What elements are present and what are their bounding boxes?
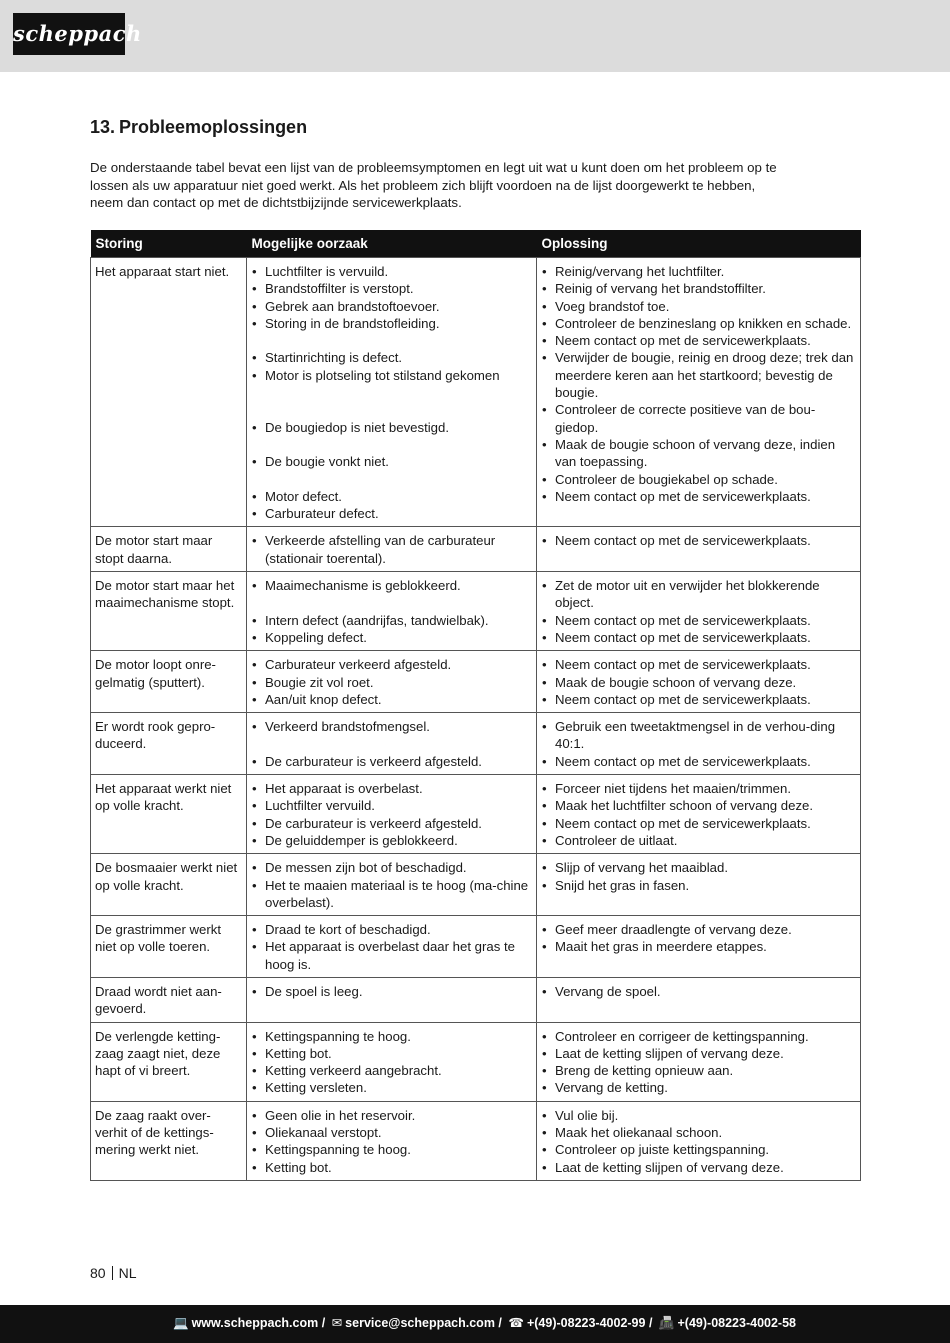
page-number (90, 1265, 136, 1281)
list-item: • Gebruik een tweetaktmengsel in de verhou-ding 40:1. (541, 718, 856, 753)
cell-oorzaak (247, 1022, 537, 1101)
bullet-list (541, 1028, 856, 1097)
list-item: • Intern defect (aandrijfas, tandwielbak). (251, 612, 532, 629)
bullet-list (541, 1107, 856, 1176)
list-item: • Oliekanaal verstopt. (251, 1124, 532, 1141)
table-row (91, 916, 861, 978)
scheppach-logo: scheppach (13, 13, 125, 55)
cell-oplossing (537, 1101, 861, 1180)
bullet-list (541, 983, 856, 1000)
list-item: • Snijd het gras in fasen. (541, 877, 856, 894)
list-item: • Ketting versleten. (251, 1079, 532, 1096)
list-item: • Bougie zit vol roet. (251, 674, 532, 691)
list-item: • Controleer de correcte positieve van de bou-giedop. (541, 401, 856, 436)
list-item: • Verkeerd brandstofmengsel. (251, 718, 532, 735)
list-item: • Controleer de uitlaat. (541, 832, 856, 849)
cell-oplossing (537, 916, 861, 978)
cell-storing: Draad wordt niet aan-gevoerd. (91, 977, 247, 1022)
list-item: • Ketting bot. (251, 1045, 532, 1062)
list-item: • Neem contact op met de servicewerkplaats. (541, 656, 856, 673)
list-item: • Luchtfilter vervuild. (251, 797, 532, 814)
list-item: • Verwijder de bougie, reinig en droog deze; trek dan meerdere keren aan het startkoord; bevestig de bougie. (541, 349, 856, 401)
list-item: • Ketting bot. (251, 1159, 532, 1176)
footer-contact-line (170, 1315, 796, 1331)
list-item: • De carburateur is verkeerd afgesteld. (251, 753, 532, 770)
page-number-divider (112, 1266, 113, 1280)
table-row (91, 854, 861, 916)
bullet-list (541, 263, 856, 505)
list-item: • Het te maaien materiaal is te hoog (ma-chine overbelast). (251, 877, 532, 912)
cell-storing: De grastrimmer werkt niet op volle toeren. (91, 916, 247, 978)
header-band (0, 0, 950, 72)
table-row (91, 775, 861, 854)
list-spacer (251, 471, 532, 488)
footer-fax: +(49)-08223-4002-58 (677, 1316, 796, 1330)
cell-storing: De motor loopt onre-gelmatig (sputtert). (91, 651, 247, 713)
list-spacer (251, 401, 532, 418)
list-item: • De bougiedop is niet bevestigd. (251, 419, 532, 436)
list-item: • Neem contact op met de servicewerkplaats. (541, 612, 856, 629)
list-item: • Ketting verkeerd aangebracht. (251, 1062, 532, 1079)
cell-oplossing (537, 258, 861, 527)
table-header-row (91, 230, 861, 258)
fax-icon: 📠 (658, 1316, 675, 1330)
list-item: • Carburateur defect. (251, 505, 532, 522)
cell-oplossing (537, 1022, 861, 1101)
cell-oorzaak (247, 1101, 537, 1180)
table-row (91, 713, 861, 775)
list-item: • Luchtfilter is vervuild. (251, 263, 532, 280)
list-item: • Neem contact op met de servicewerkplaats. (541, 488, 856, 505)
list-item: • Motor defect. (251, 488, 532, 505)
bullet-list (541, 656, 856, 708)
cell-storing: Er wordt rook gepro-duceerd. (91, 713, 247, 775)
list-item: • Kettingspanning te hoog. (251, 1028, 532, 1045)
bullet-list (251, 1028, 532, 1097)
bullet-list (251, 921, 532, 973)
list-item: • Maak de bougie schoon of vervang deze. (541, 674, 856, 691)
header-storing: Storing (91, 230, 247, 258)
bullet-list (541, 718, 856, 770)
bullet-list (251, 577, 532, 646)
bullet-list (251, 656, 532, 708)
list-spacer (251, 436, 532, 453)
header-oorzaak: Mogelijke oorzaak (247, 230, 537, 258)
list-item: • De carburateur is verkeerd afgesteld. (251, 815, 532, 832)
list-item: • Maait het gras in meerdere etappes. (541, 938, 856, 955)
list-item: • Geef meer draadlengte of vervang deze. (541, 921, 856, 938)
phone-icon: ☎ (508, 1316, 524, 1330)
list-item: • Motor is plotseling tot stilstand gekomen (251, 367, 532, 384)
list-spacer (251, 332, 532, 349)
list-item: • Maak het oliekanaal schoon. (541, 1124, 856, 1141)
bullet-list (251, 1107, 532, 1176)
bullet-list (251, 532, 532, 567)
section-number: 13. (90, 117, 116, 137)
list-item: • Brandstoffilter is verstopt. (251, 280, 532, 297)
list-item: • Neem contact op met de servicewerkplaats. (541, 332, 856, 349)
cell-oplossing (537, 713, 861, 775)
cell-oplossing (537, 775, 861, 854)
list-item: • Laat de ketting slijpen of vervang deze. (541, 1045, 856, 1062)
list-item: • Laat de ketting slijpen of vervang deze. (541, 1159, 856, 1176)
cell-oplossing (537, 527, 861, 572)
footer-separator: / (498, 1316, 502, 1330)
footer-band (0, 1305, 950, 1343)
cell-oorzaak (247, 527, 537, 572)
list-item: • Neem contact op met de servicewerkplaats. (541, 691, 856, 708)
page-title (90, 117, 307, 138)
bullet-list (541, 532, 856, 549)
bullet-list (541, 921, 856, 956)
section-title: Probleemoplossingen (119, 117, 308, 137)
cell-oplossing (537, 572, 861, 651)
bullet-list (251, 983, 532, 1000)
list-item: • Voeg brandstof toe. (541, 298, 856, 315)
cell-oorzaak (247, 258, 537, 527)
bullet-list (251, 859, 532, 911)
cell-storing: Het apparaat start niet. (91, 258, 247, 527)
page-number-value: 80 (90, 1265, 106, 1281)
footer-email[interactable]: service@scheppach.com (345, 1316, 495, 1330)
list-item: • Aan/uit knop defect. (251, 691, 532, 708)
list-item: • Gebrek aan brandstoftoevoer. (251, 298, 532, 315)
list-item: • Maaimechanisme is geblokkeerd. (251, 577, 532, 594)
list-item: • Vervang de spoel. (541, 983, 856, 1000)
bullet-list (251, 780, 532, 849)
list-item: • Het apparaat is overbelast daar het gras te hoog is. (251, 938, 532, 973)
list-item: • Reinig/vervang het luchtfilter. (541, 263, 856, 280)
laptop-icon: 💻 (173, 1316, 189, 1330)
list-item: • Draad te kort of beschadigd. (251, 921, 532, 938)
cell-oorzaak (247, 713, 537, 775)
list-item: • Zet de motor uit en verwijder het blokkerende object. (541, 577, 856, 612)
list-item: • Slijp of vervang het maaiblad. (541, 859, 856, 876)
footer-phone: +(49)-08223-4002-99 (526, 1316, 646, 1330)
cell-storing: De bosmaaier werkt niet op volle kracht. (91, 854, 247, 916)
bullet-list (541, 859, 856, 894)
cell-oorzaak (247, 775, 537, 854)
intro-paragraph: De onderstaande tabel bevat een lijst van de probleemsymptomen en legt uit wat u kunt doen om het probleem op te lossen als uw apparatuur niet goed werkt. Als het probleem zich blijft voordoen na de lijst doorgewerkt te hebben, neem dan contact op met de dichtstbijzijnde servicewerkplaats. (90, 160, 777, 210)
cell-oorzaak (247, 572, 537, 651)
list-item: • Maak de bougie schoon of vervang deze, indien van toepassing. (541, 436, 856, 471)
table-row (91, 1022, 861, 1101)
list-item: • Vul olie bij. (541, 1107, 856, 1124)
list-item: • De bougie vonkt niet. (251, 453, 532, 470)
cell-oorzaak (247, 854, 537, 916)
list-spacer (251, 384, 532, 401)
cell-oplossing (537, 977, 861, 1022)
table-row (91, 527, 861, 572)
bullet-list (251, 718, 532, 770)
list-item: • Forceer niet tijdens het maaien/trimmen. (541, 780, 856, 797)
list-spacer (251, 594, 532, 611)
cell-storing: Het apparaat werkt niet op volle kracht. (91, 775, 247, 854)
table-row (91, 1101, 861, 1180)
cell-oorzaak (247, 916, 537, 978)
bullet-list (541, 780, 856, 849)
list-item: • Neem contact op met de servicewerkplaats. (541, 815, 856, 832)
cell-oplossing (537, 854, 861, 916)
table-body (91, 258, 861, 1181)
list-item: • De spoel is leeg. (251, 983, 532, 1000)
list-item: • Breng de ketting opnieuw aan. (541, 1062, 856, 1079)
bullet-list (541, 577, 856, 646)
troubleshooting-table (90, 230, 861, 1181)
list-item: • Koppeling defect. (251, 629, 532, 646)
list-item: • Controleer en corrigeer de kettingspanning. (541, 1028, 856, 1045)
footer-website[interactable]: www.scheppach.com (191, 1316, 319, 1330)
footer-separator: / (648, 1316, 653, 1330)
cell-oplossing (537, 651, 861, 713)
table-row (91, 651, 861, 713)
list-item: • Neem contact op met de servicewerkplaats. (541, 532, 856, 549)
footer-separator: / (321, 1316, 326, 1330)
cell-oorzaak (247, 977, 537, 1022)
list-item: • Controleer de bougiekabel op schade. (541, 471, 856, 488)
table-row (91, 977, 861, 1022)
cell-storing: De verlengde ketting-zaag zaagt niet, deze hapt of vi breert. (91, 1022, 247, 1101)
list-item: • Controleer op juiste kettingspanning. (541, 1141, 856, 1158)
list-spacer (251, 735, 532, 752)
list-item: • Kettingspanning te hoog. (251, 1141, 532, 1158)
language-code: NL (118, 1265, 137, 1281)
list-item: • Het apparaat is overbelast. (251, 780, 532, 797)
cell-storing: De motor start maar het maaimechanisme stopt. (91, 572, 247, 651)
cell-oorzaak (247, 651, 537, 713)
list-item: • Geen olie in het reservoir. (251, 1107, 532, 1124)
list-item: • Neem contact op met de servicewerkplaats. (541, 629, 856, 646)
table-row (91, 258, 861, 527)
table-row (91, 572, 861, 651)
list-item: • Carburateur verkeerd afgesteld. (251, 656, 532, 673)
list-item: • De messen zijn bot of beschadigd. (251, 859, 532, 876)
list-item: • Reinig of vervang het brandstoffilter. (541, 280, 856, 297)
list-item: • Storing in de brandstofleiding. (251, 315, 532, 332)
list-item: • Verkeerde afstelling van de carburateur (stationair toerental). (251, 532, 532, 567)
cell-storing: De zaag raakt over-verhit of de kettings-mering werkt niet. (91, 1101, 247, 1180)
bullet-list (251, 263, 532, 522)
email-icon: ✉ (331, 1316, 343, 1330)
list-item: • De geluiddemper is geblokkeerd. (251, 832, 532, 849)
list-item: • Controleer de benzineslang op knikken en schade. (541, 315, 856, 332)
list-item: • Vervang de ketting. (541, 1079, 856, 1096)
header-oplossing: Oplossing (537, 230, 861, 258)
list-item: • Neem contact op met de servicewerkplaats. (541, 753, 856, 770)
list-item: • Maak het luchtfilter schoon of vervang deze. (541, 797, 856, 814)
cell-storing: De motor start maar stopt daarna. (91, 527, 247, 572)
list-item: • Startinrichting is defect. (251, 349, 532, 366)
